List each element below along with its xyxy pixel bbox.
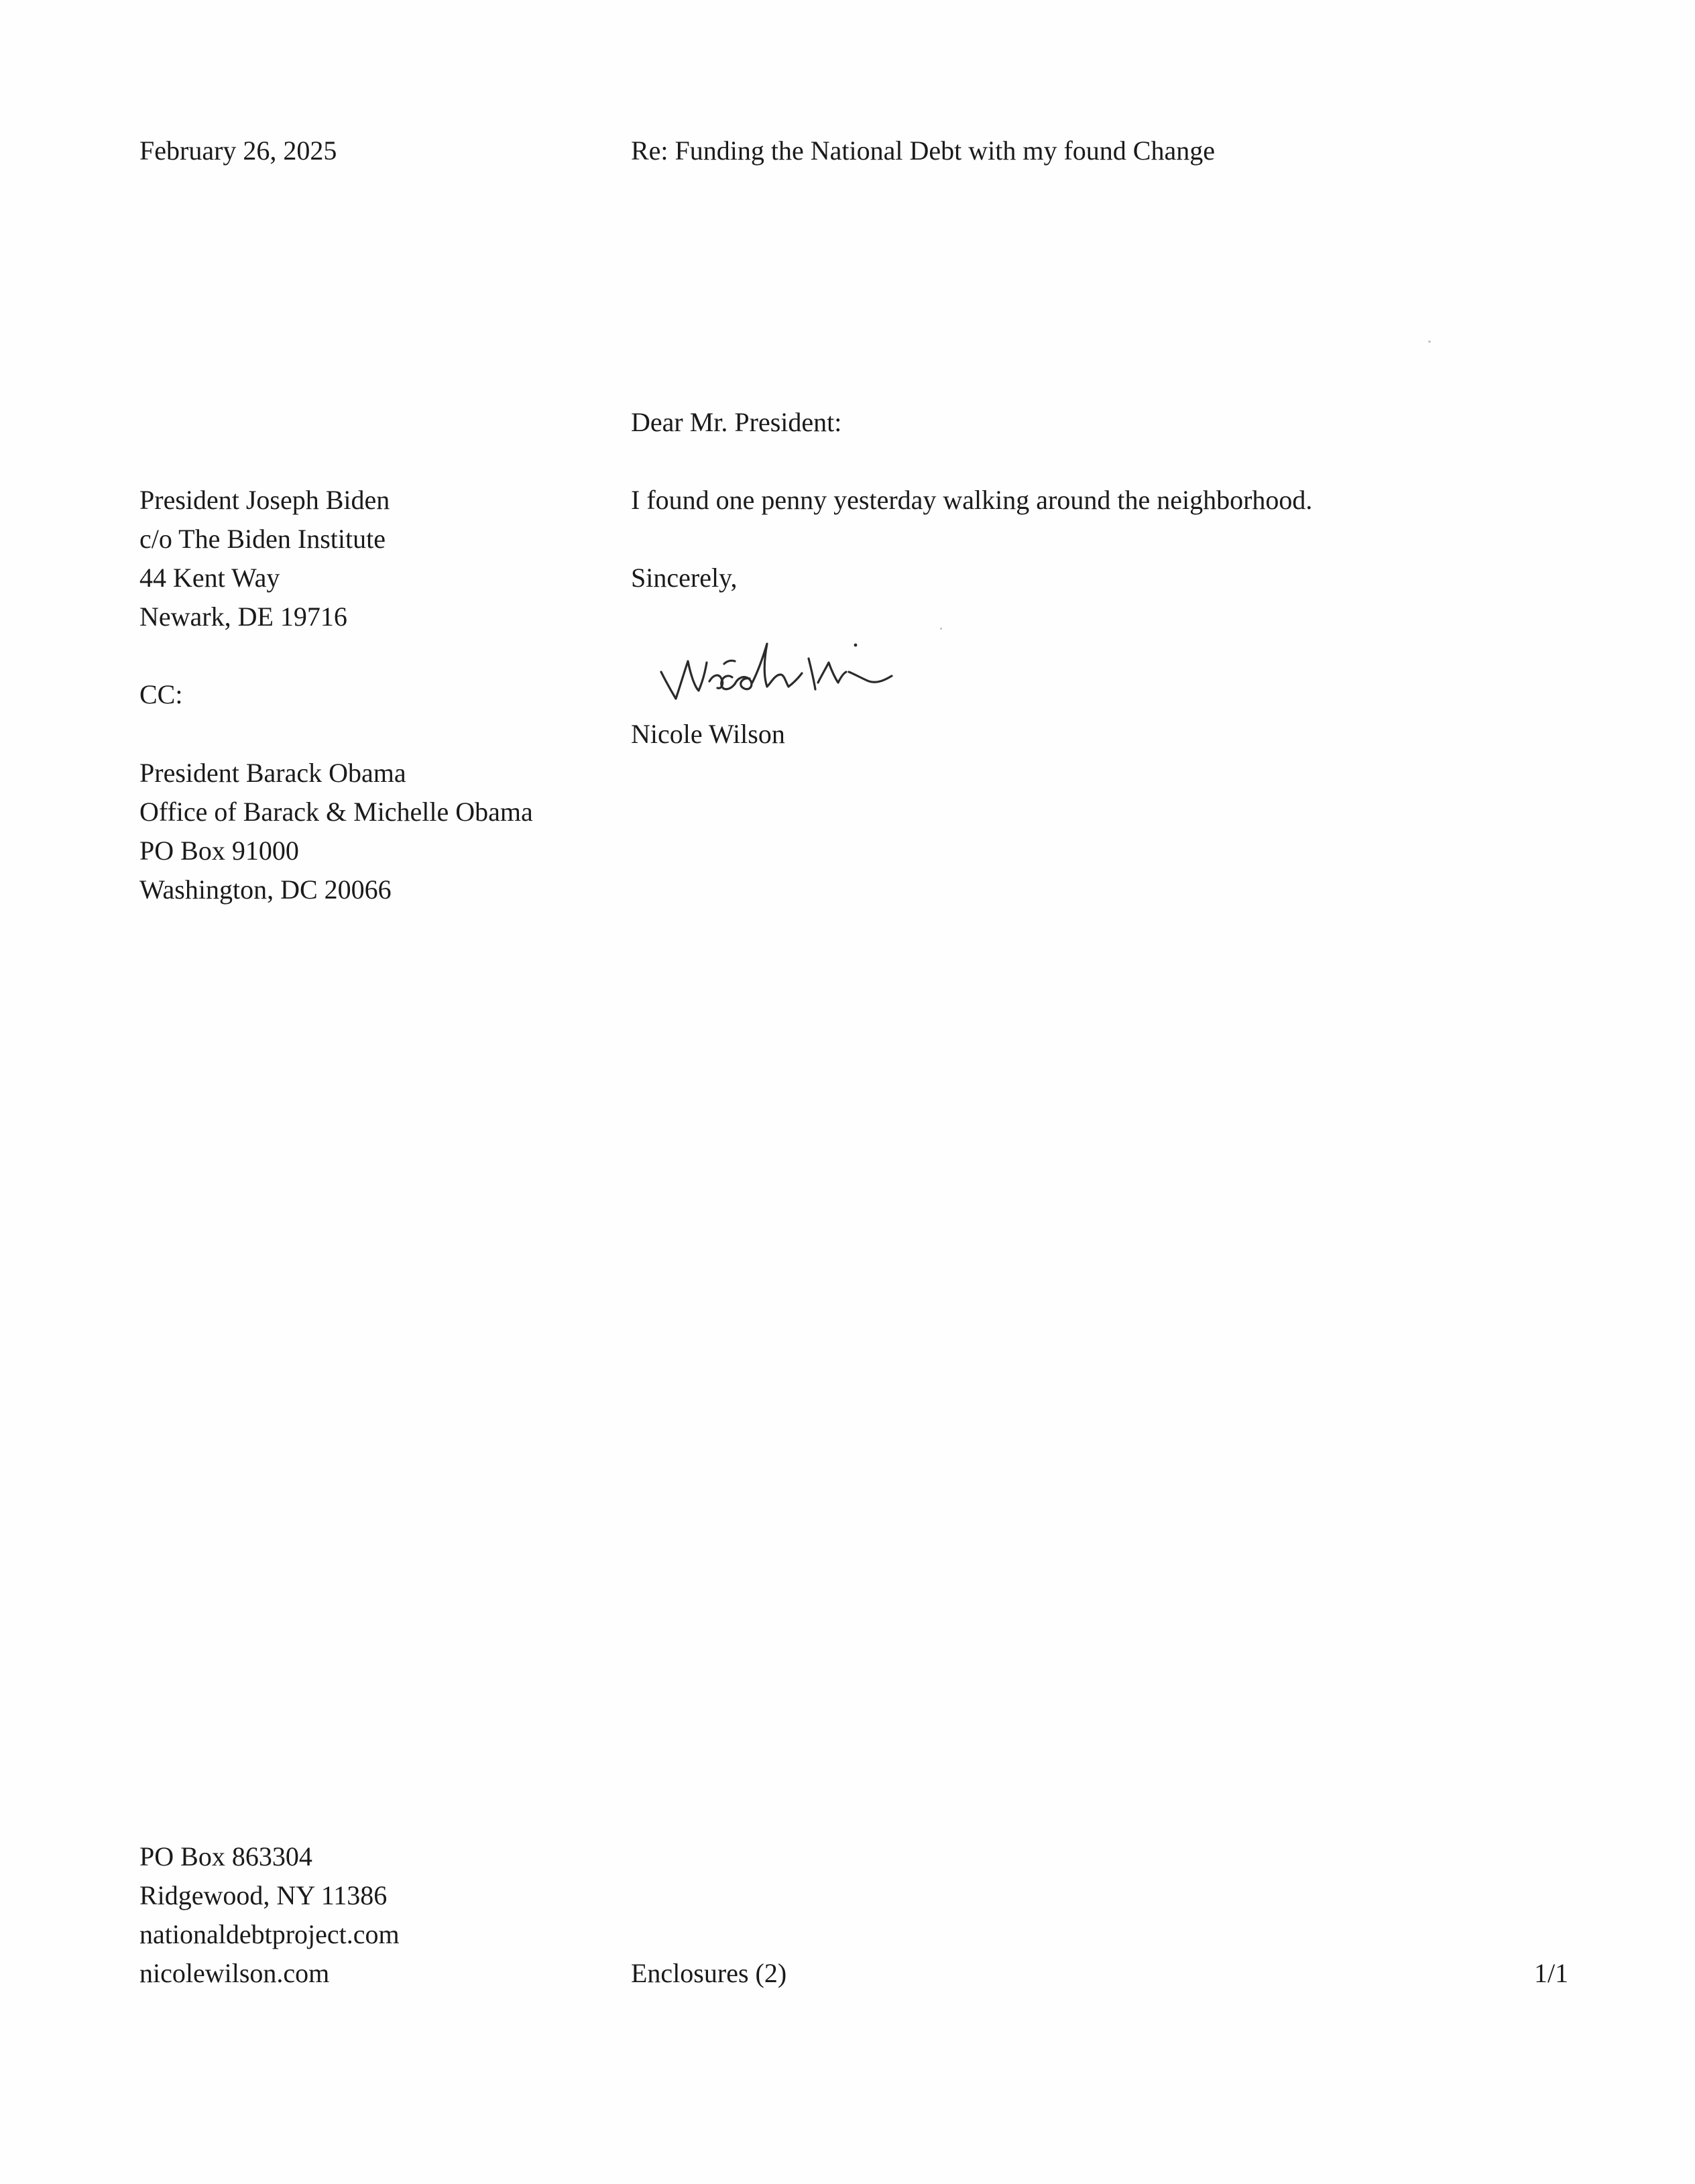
cc-line: PO Box 91000	[139, 836, 299, 866]
page-number: 1/1	[1534, 1958, 1569, 1988]
handwritten-signature	[657, 617, 972, 704]
letter-date: February 26, 2025	[139, 135, 337, 166]
recipient-line: c/o The Biden Institute	[139, 524, 386, 554]
cc-label: CC:	[139, 679, 183, 709]
letter-subject: Re: Funding the National Debt with my found Change	[631, 135, 1215, 166]
cc-line: President Barack Obama	[139, 758, 406, 788]
return-address-line: nationaldebtproject.com	[139, 1919, 400, 1949]
cc-recipient-address	[139, 754, 533, 909]
cc-line: Washington, DC 20066	[139, 874, 392, 905]
return-address-line: PO Box 863304	[139, 1841, 312, 1872]
scan-speck	[940, 628, 942, 630]
recipient-line: Newark, DE 19716	[139, 601, 347, 632]
return-address-line: nicolewilson.com	[139, 1958, 330, 1988]
recipient-line: President Joseph Biden	[139, 485, 390, 515]
recipient-line: 44 Kent Way	[139, 563, 280, 593]
scan-speck	[1428, 341, 1431, 343]
return-address-line: Ridgewood, NY 11386	[139, 1880, 388, 1910]
closing: Sincerely,	[631, 563, 738, 593]
enclosures-note: Enclosures (2)	[631, 1958, 787, 1988]
cc-line: Office of Barack & Michelle Obama	[139, 797, 533, 827]
return-address	[139, 1837, 400, 1993]
signer-name: Nicole Wilson	[631, 719, 785, 749]
letter-body: I found one penny yesterday walking around the neighborhood.	[631, 485, 1313, 515]
salutation: Dear Mr. President:	[631, 407, 842, 437]
recipient-address	[139, 481, 390, 636]
